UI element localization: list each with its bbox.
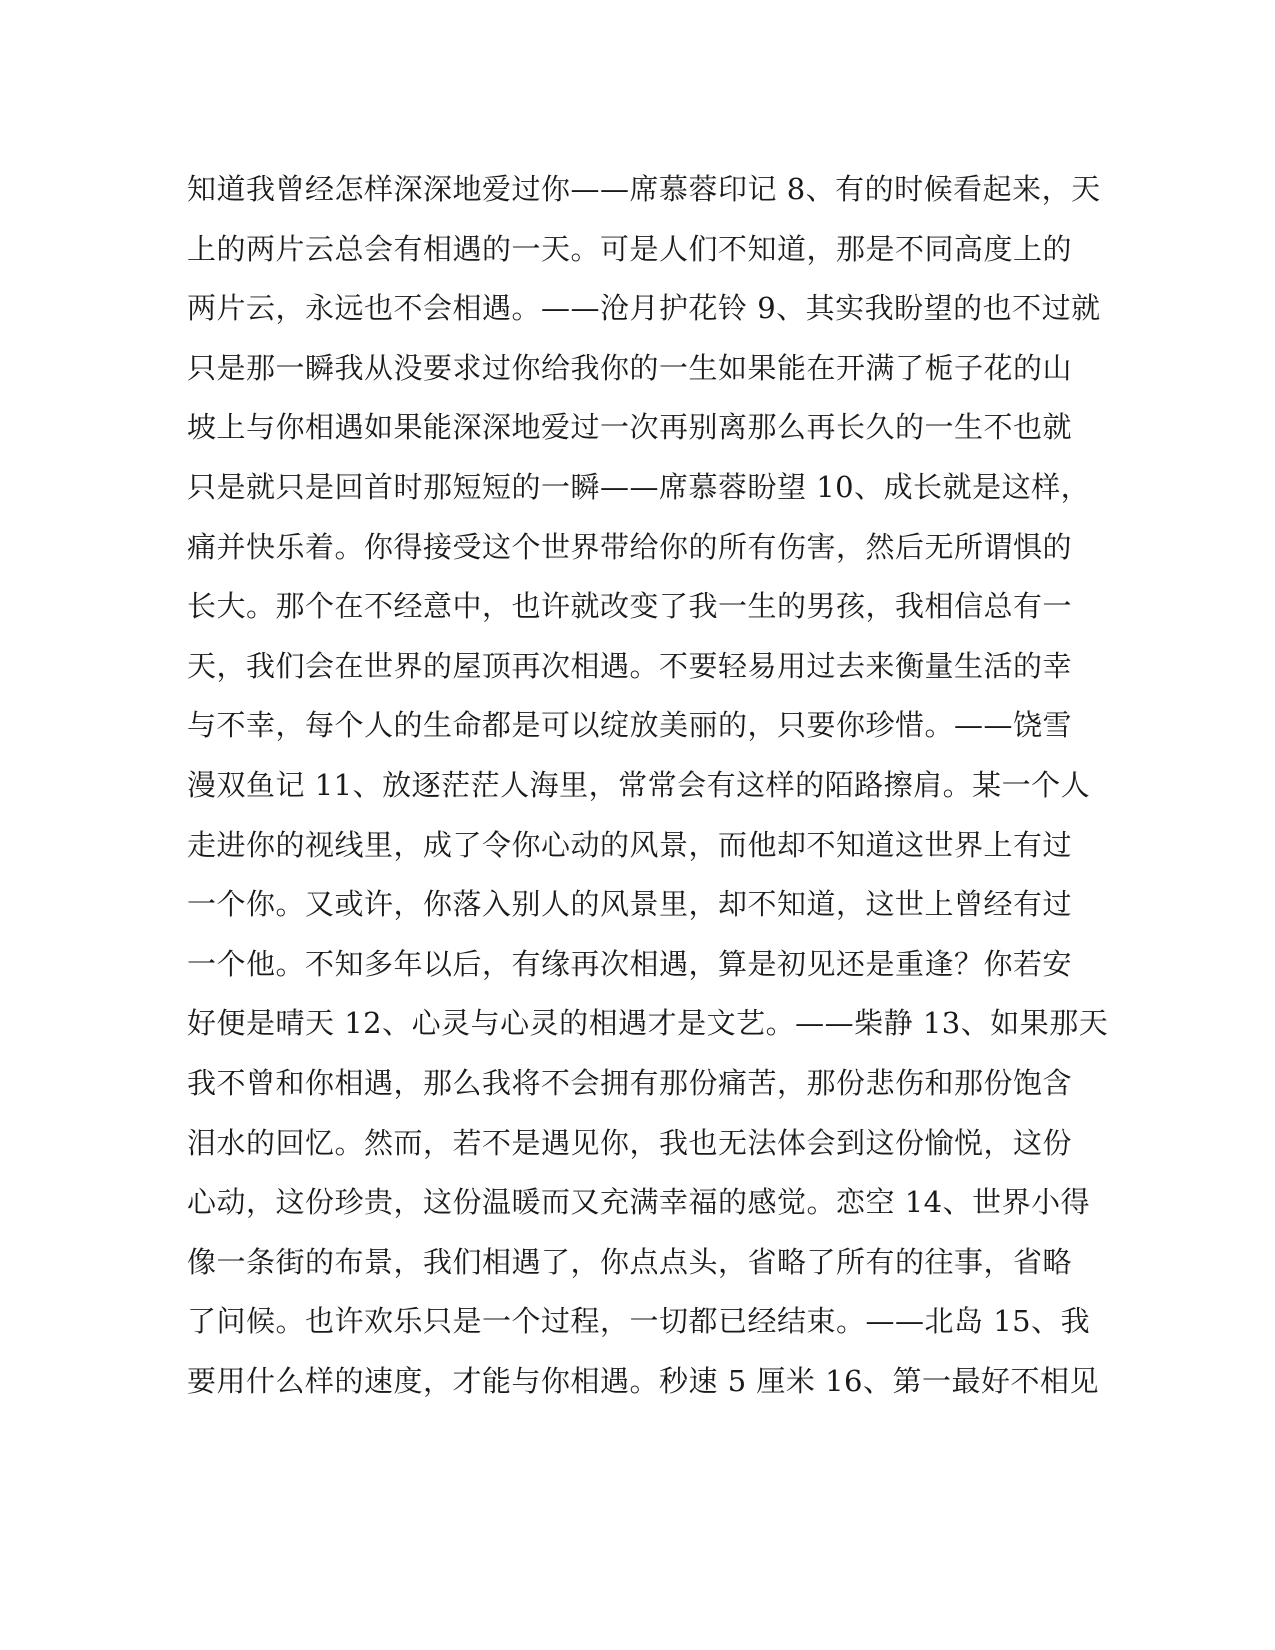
text-line: 我不曾和你相遇，那么我将不会拥有那份痛苦，那份悲伤和那份饱含 — [187, 1065, 1073, 1100]
text-line: 走进你的视线里，成了令你心动的风景，而他却不知道这世界上有过 — [187, 827, 1073, 862]
text-line: 漫双鱼记 11、放逐茫茫人海里，常常会有这样的陌路擦肩。某一个人 — [187, 767, 1091, 802]
text-line: 长大。那个在不经意中，也许就改变了我一生的男孩，我相信总有一 — [187, 589, 1073, 624]
text-line: 痛并快乐着。你得接受这个世界带给你的所有伤害，然后无所谓惧的 — [187, 529, 1073, 564]
text-line: 一个他。不知多年以后，有缘再次相遇，算是初见还是重逢？你若安 — [187, 946, 1073, 981]
text-line: 天，我们会在世界的屋顶再次相遇。不要轻易用过去来衡量生活的幸 — [187, 648, 1073, 683]
text-line: 与不幸，每个人的生命都是可以绽放美丽的，只要你珍惜。——饶雪 — [187, 708, 1073, 743]
text-line: 两片云，永远也不会相遇。——沧月护花铃 9、其实我盼望的也不过就 — [187, 291, 1101, 326]
text-line: 好便是晴天 12、心灵与心灵的相遇才是文艺。——柴静 13、如果那天 — [187, 1006, 1109, 1041]
text-line: 了问候。也许欢乐只是一个过程，一切都已经结束。——北岛 15、我 — [187, 1304, 1091, 1339]
text-line: 上的两片云总会有相遇的一天。可是人们不知道，那是不同高度上的 — [187, 231, 1073, 266]
text-line: 知道我曾经怎样深深地爱过你——席慕蓉印记 8、有的时候看起来，天 — [187, 172, 1101, 206]
text-line: 坡上与你相遇如果能深深地爱过一次再别离那么再长久的一生不也就 — [187, 410, 1073, 445]
text-line: 心动，这份珍贵，这份温暖而又充满幸福的感觉。恋空 14、世界小得 — [187, 1185, 1091, 1220]
text-line: 只是那一瞬我从没要求过你给我你的一生如果能在开满了栀子花的山 — [187, 350, 1073, 385]
text-line: 一个你。又或许，你落入别人的风景里，却不知道，这世上曾经有过 — [187, 887, 1073, 922]
text-line: 要用什么样的速度，才能与你相遇。秒速 5 厘米 16、第一最好不相见 — [187, 1363, 1100, 1398]
text-line: 泪水的回忆。然而，若不是遇见你，我也无法体会到这份愉悦，这份 — [187, 1125, 1073, 1160]
text-line: 像一条街的布景，我们相遇了，你点点头，省略了所有的往事，省略 — [187, 1244, 1073, 1279]
text-line: 只是就只是回首时那短短的一瞬——席慕蓉盼望 10、成长就是这样， — [187, 469, 1091, 504]
body-text — [187, 160, 1109, 1411]
